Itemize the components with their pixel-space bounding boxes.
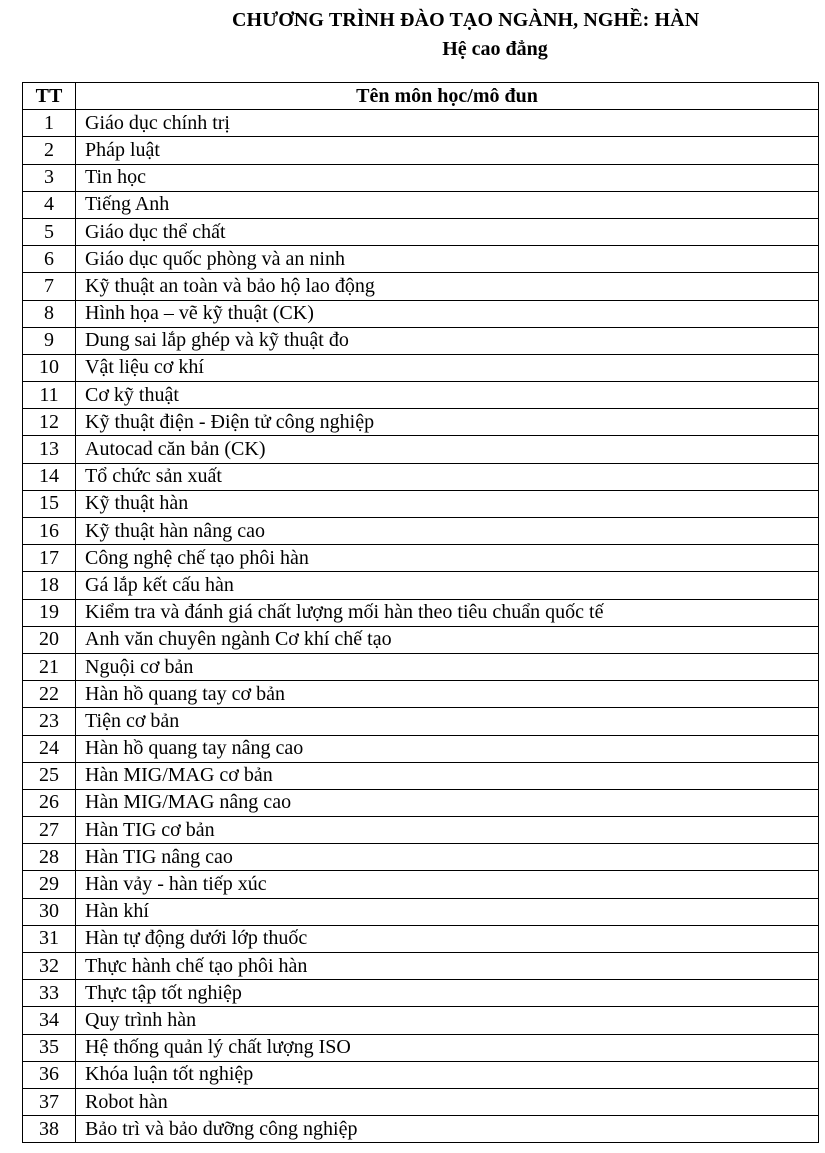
row-number: 22 bbox=[23, 681, 76, 708]
column-header-name: Tên môn học/mô đun bbox=[76, 83, 819, 110]
row-number: 32 bbox=[23, 953, 76, 980]
table-row bbox=[23, 653, 819, 680]
table-row bbox=[23, 681, 819, 708]
table-row bbox=[23, 518, 819, 545]
subject-name: Hàn TIG nâng cao bbox=[76, 844, 819, 871]
table-row bbox=[23, 1034, 819, 1061]
table-row bbox=[23, 572, 819, 599]
row-number: 4 bbox=[23, 191, 76, 218]
table-row bbox=[23, 708, 819, 735]
row-number: 19 bbox=[23, 599, 76, 626]
subject-name: Autocad căn bản (CK) bbox=[76, 436, 819, 463]
table-row bbox=[23, 300, 819, 327]
row-number: 33 bbox=[23, 980, 76, 1007]
table-row bbox=[23, 898, 819, 925]
subject-name: Bảo trì và bảo dưỡng công nghiệp bbox=[76, 1116, 819, 1143]
table-row bbox=[23, 953, 819, 980]
subject-name: Robot hàn bbox=[76, 1088, 819, 1115]
row-number: 28 bbox=[23, 844, 76, 871]
table-row bbox=[23, 1061, 819, 1088]
row-number: 20 bbox=[23, 626, 76, 653]
subject-name: Hàn TIG cơ bản bbox=[76, 817, 819, 844]
row-number: 18 bbox=[23, 572, 76, 599]
subject-name: Tiện cơ bản bbox=[76, 708, 819, 735]
table-row bbox=[23, 137, 819, 164]
document-title: CHƯƠNG TRÌNH ĐÀO TẠO NGÀNH, NGHỀ: HÀN bbox=[232, 9, 700, 31]
document-subtitle: Hệ cao đẳng bbox=[442, 38, 548, 60]
row-number: 24 bbox=[23, 735, 76, 762]
subject-name: Thực tập tốt nghiệp bbox=[76, 980, 819, 1007]
table-row bbox=[23, 110, 819, 137]
subject-name: Dung sai lắp ghép và kỹ thuật đo bbox=[76, 327, 819, 354]
subject-name: Hàn vảy - hàn tiếp xúc bbox=[76, 871, 819, 898]
row-number: 34 bbox=[23, 1007, 76, 1034]
subject-name: Tổ chức sản xuất bbox=[76, 463, 819, 490]
table-row bbox=[23, 273, 819, 300]
subject-name: Hàn hồ quang tay cơ bản bbox=[76, 681, 819, 708]
subject-name: Thực hành chế tạo phôi hàn bbox=[76, 953, 819, 980]
row-number: 5 bbox=[23, 218, 76, 245]
table-row bbox=[23, 218, 819, 245]
table-row bbox=[23, 599, 819, 626]
subject-name: Hàn MIG/MAG cơ bản bbox=[76, 762, 819, 789]
subject-name: Tin học bbox=[76, 164, 819, 191]
subject-name: Giáo dục quốc phòng và an ninh bbox=[76, 246, 819, 273]
row-number: 25 bbox=[23, 762, 76, 789]
subject-name: Công nghệ chế tạo phôi hàn bbox=[76, 545, 819, 572]
table-row bbox=[23, 817, 819, 844]
table-row bbox=[23, 1088, 819, 1115]
row-number: 26 bbox=[23, 789, 76, 816]
row-number: 27 bbox=[23, 817, 76, 844]
subject-name: Hình họa – vẽ kỹ thuật (CK) bbox=[76, 300, 819, 327]
row-number: 1 bbox=[23, 110, 76, 137]
subject-name: Cơ kỹ thuật bbox=[76, 382, 819, 409]
table-row bbox=[23, 789, 819, 816]
subject-name: Hàn MIG/MAG nâng cao bbox=[76, 789, 819, 816]
table-row bbox=[23, 1007, 819, 1034]
row-number: 6 bbox=[23, 246, 76, 273]
table-row bbox=[23, 354, 819, 381]
table-row bbox=[23, 980, 819, 1007]
subject-name: Tiếng Anh bbox=[76, 191, 819, 218]
table-row bbox=[23, 626, 819, 653]
table-row bbox=[23, 409, 819, 436]
table-row bbox=[23, 871, 819, 898]
table-row bbox=[23, 382, 819, 409]
subject-name: Hệ thống quản lý chất lượng ISO bbox=[76, 1034, 819, 1061]
row-number: 8 bbox=[23, 300, 76, 327]
row-number: 35 bbox=[23, 1034, 76, 1061]
subject-name: Hàn khí bbox=[76, 898, 819, 925]
subject-name: Hàn tự động dưới lớp thuốc bbox=[76, 925, 819, 952]
row-number: 2 bbox=[23, 137, 76, 164]
table-row bbox=[23, 762, 819, 789]
subject-name: Pháp luật bbox=[76, 137, 819, 164]
row-number: 38 bbox=[23, 1116, 76, 1143]
subject-name: Giáo dục thể chất bbox=[76, 218, 819, 245]
subject-name: Hàn hồ quang tay nâng cao bbox=[76, 735, 819, 762]
table-header-row bbox=[23, 83, 819, 110]
row-number: 13 bbox=[23, 436, 76, 463]
subject-name: Khóa luận tốt nghiệp bbox=[76, 1061, 819, 1088]
table-row bbox=[23, 436, 819, 463]
table-row bbox=[23, 1116, 819, 1143]
row-number: 31 bbox=[23, 925, 76, 952]
table-row bbox=[23, 246, 819, 273]
row-number: 16 bbox=[23, 518, 76, 545]
subject-name: Nguội cơ bản bbox=[76, 653, 819, 680]
row-number: 30 bbox=[23, 898, 76, 925]
subject-name: Vật liệu cơ khí bbox=[76, 354, 819, 381]
subject-name: Kỹ thuật hàn nâng cao bbox=[76, 518, 819, 545]
row-number: 7 bbox=[23, 273, 76, 300]
curriculum-table bbox=[22, 82, 819, 1143]
table-row bbox=[23, 735, 819, 762]
row-number: 10 bbox=[23, 354, 76, 381]
row-number: 37 bbox=[23, 1088, 76, 1115]
row-number: 36 bbox=[23, 1061, 76, 1088]
row-number: 14 bbox=[23, 463, 76, 490]
column-header-number: TT bbox=[23, 83, 76, 110]
subject-name: Giáo dục chính trị bbox=[76, 110, 819, 137]
subject-name: Anh văn chuyên ngành Cơ khí chế tạo bbox=[76, 626, 819, 653]
table-row bbox=[23, 463, 819, 490]
table-row bbox=[23, 925, 819, 952]
row-number: 29 bbox=[23, 871, 76, 898]
subject-name: Kỹ thuật điện - Điện tử công nghiệp bbox=[76, 409, 819, 436]
row-number: 17 bbox=[23, 545, 76, 572]
row-number: 21 bbox=[23, 653, 76, 680]
table-row bbox=[23, 490, 819, 517]
subject-name: Kỹ thuật an toàn và bảo hộ lao động bbox=[76, 273, 819, 300]
table-row bbox=[23, 545, 819, 572]
table-row bbox=[23, 191, 819, 218]
table-body bbox=[23, 110, 819, 1143]
table-row bbox=[23, 327, 819, 354]
row-number: 15 bbox=[23, 490, 76, 517]
row-number: 3 bbox=[23, 164, 76, 191]
row-number: 9 bbox=[23, 327, 76, 354]
row-number: 11 bbox=[23, 382, 76, 409]
row-number: 23 bbox=[23, 708, 76, 735]
table-row bbox=[23, 844, 819, 871]
subject-name: Gá lắp kết cấu hàn bbox=[76, 572, 819, 599]
subject-name: Quy trình hàn bbox=[76, 1007, 819, 1034]
subject-name: Kỹ thuật hàn bbox=[76, 490, 819, 517]
row-number: 12 bbox=[23, 409, 76, 436]
table-row bbox=[23, 164, 819, 191]
subject-name: Kiểm tra và đánh giá chất lượng mối hàn theo tiêu chuẩn quốc tế bbox=[76, 599, 819, 626]
